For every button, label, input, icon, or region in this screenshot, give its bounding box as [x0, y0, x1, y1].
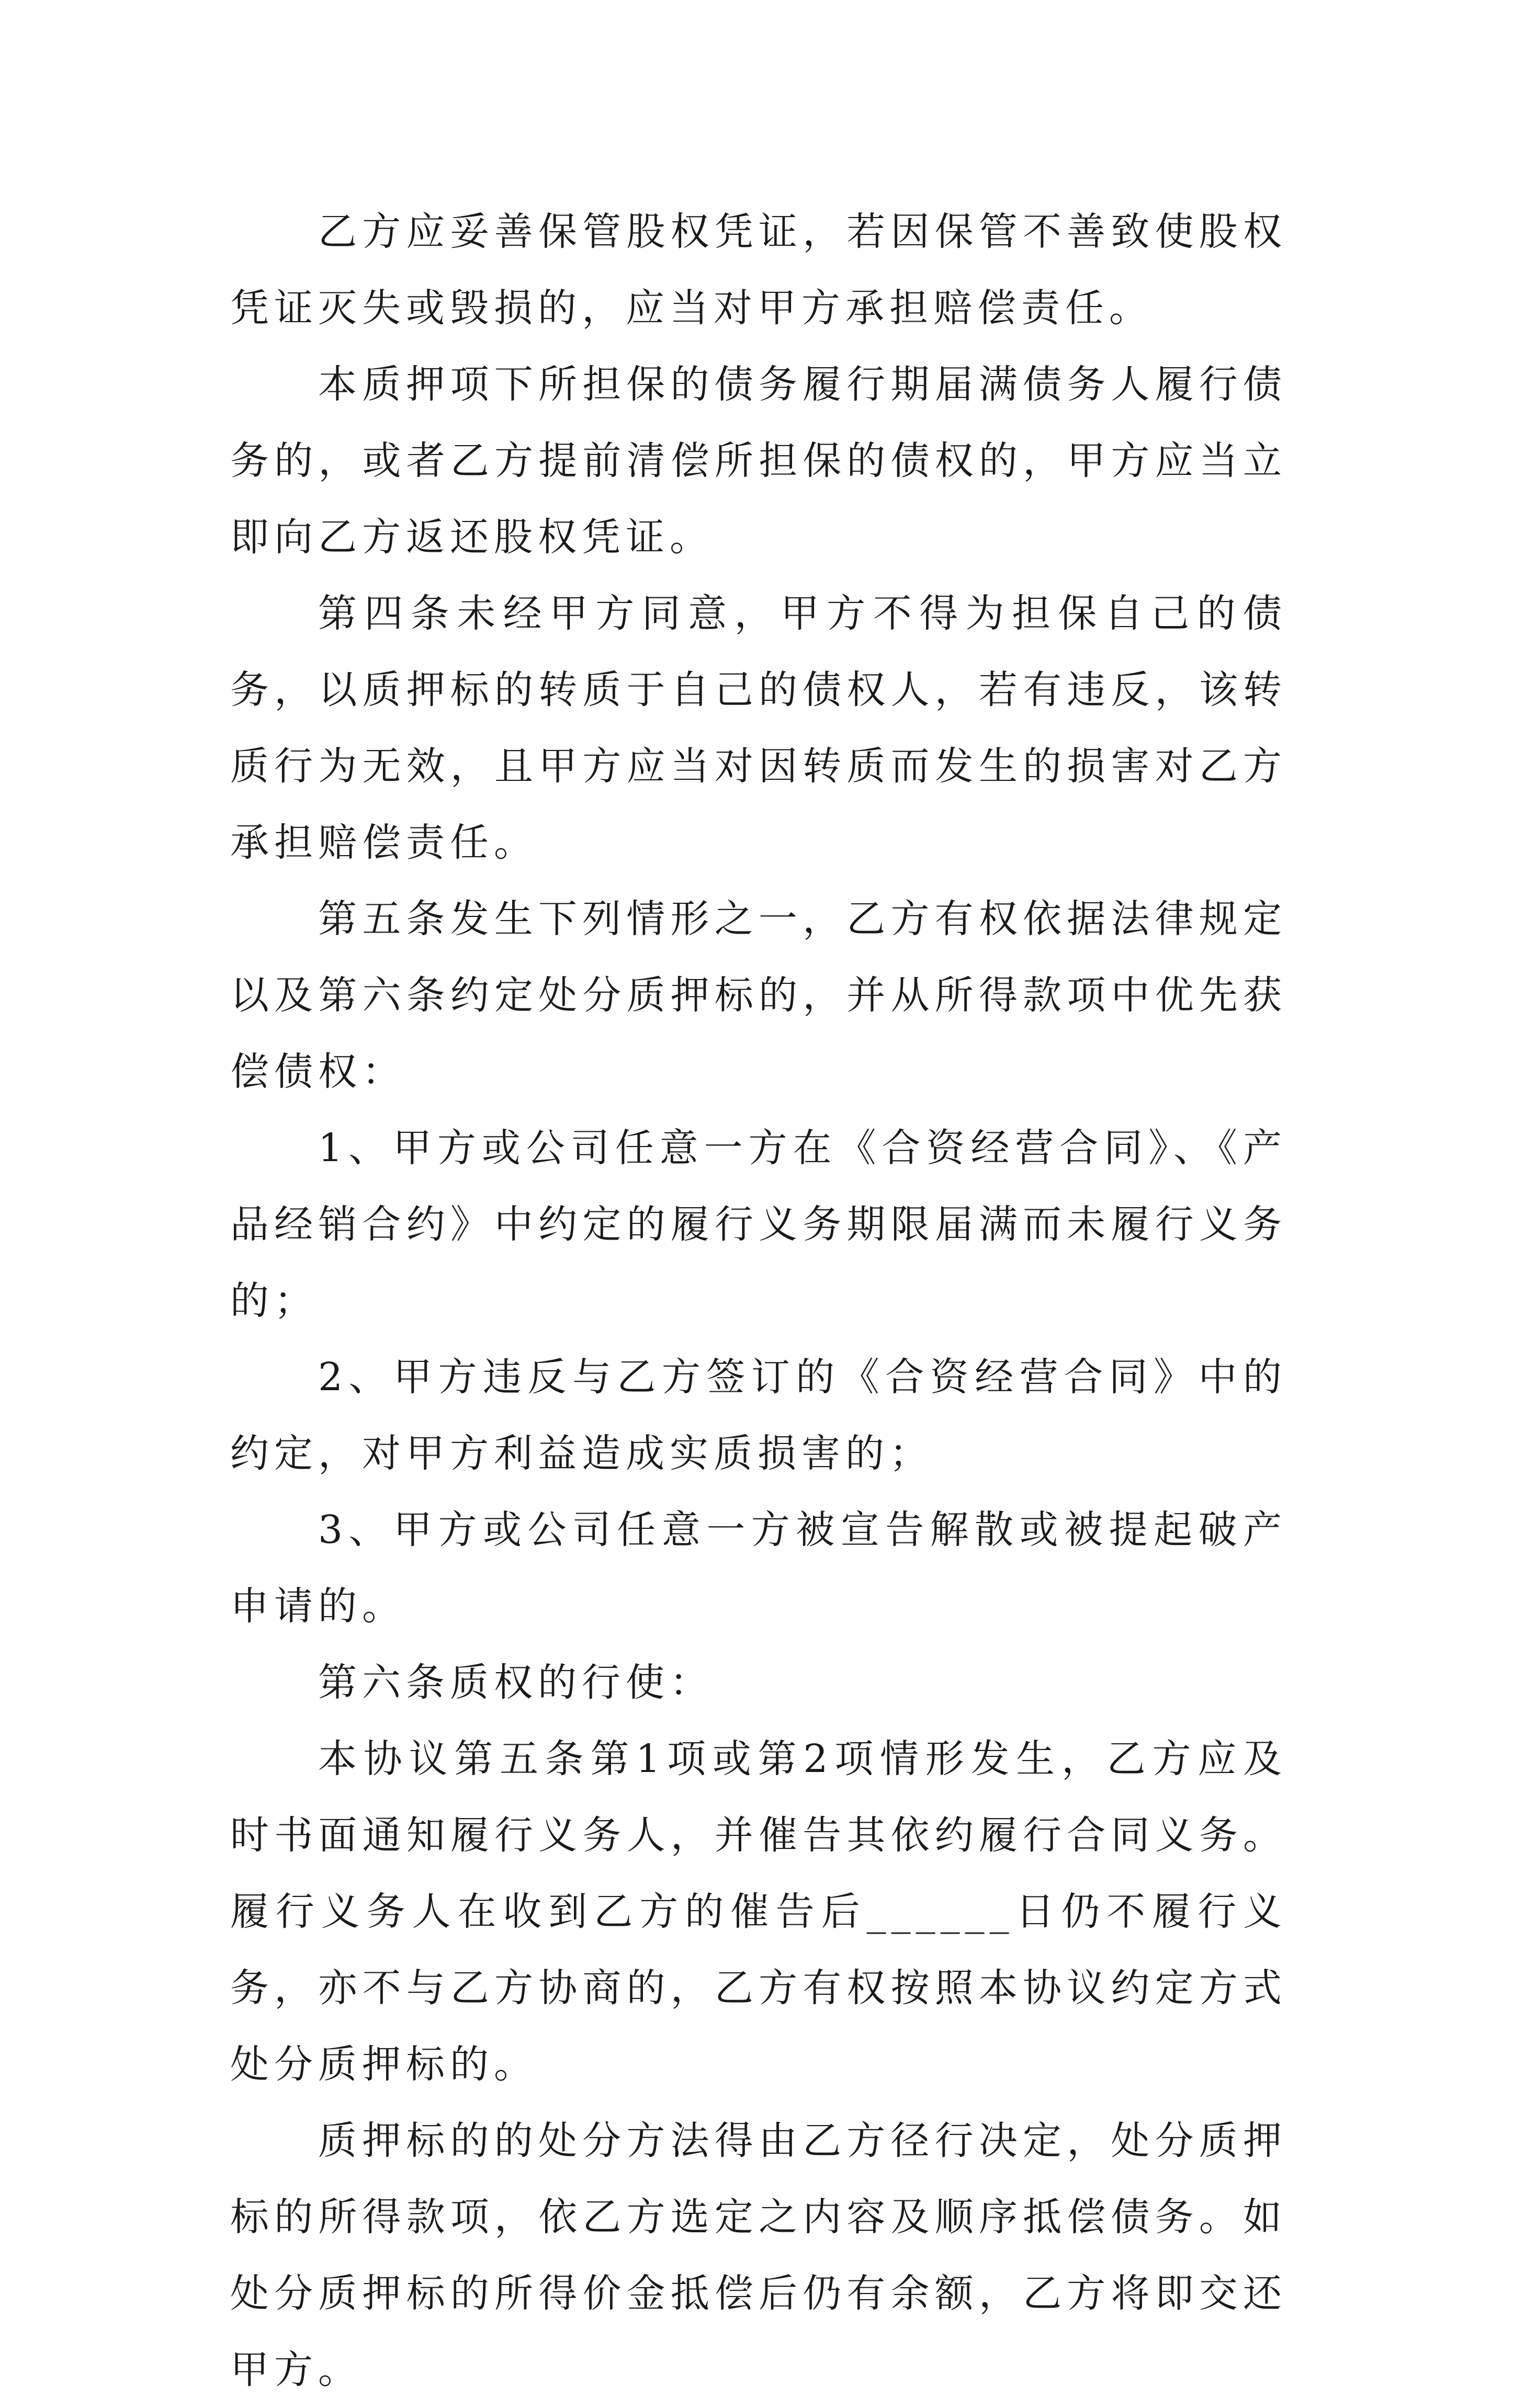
paragraph-9: 本协议第五条第1项或第2项情形发生，乙方应及时书面通知履行义务人，并催告其依约履行合同义务。履行义务人在收到乙方的催告后______日仍不履行义务，亦不与乙方协商的，乙方有权按照本协议约定方式处分质押标的。 — [230, 1736, 1287, 2087]
paragraph-3: 第四条未经甲方同意，甲方不得为担保自己的债务，以质押标的转质于自己的债权人，若有违反，该转质行为无效，且甲方应当对因转质而发生的损害对乙方承担赔偿责任。 — [230, 591, 1287, 865]
paragraph-5: 1、甲方或公司任意一方在《合资经营合同》、《产品经销合约》中约定的履行义务期限届满而未履行义务的； — [230, 1126, 1287, 1323]
paragraph-7: 3、甲方或公司任意一方被宣告解散或被提起破产申请的。 — [230, 1507, 1287, 1629]
paragraph-10: 质押标的的处分方法得由乙方径行决定，处分质押标的所得款项，依乙方选定之内容及顺序抵偿债务。如处分质押标的所得价金抵偿后仍有余额，乙方将即交还甲方。 — [230, 2118, 1287, 2392]
paragraph-8: 第六条质权的行使： — [318, 1660, 714, 1705]
paragraph-4: 第五条发生下列情形之一，乙方有权依据法律规定以及第六条约定处分质押标的，并从所得款项中优先获偿债权： — [230, 896, 1287, 1094]
paragraph-1: 乙方应妥善保管股权凭证，若因保管不善致使股权凭证灭失或毁损的，应当对甲方承担赔偿责任。 — [230, 209, 1287, 331]
paragraph-6: 2、甲方违反与乙方签订的《合资经营合同》中的约定，对甲方利益造成实质损害的； — [230, 1355, 1287, 1476]
document-body — [230, 194, 1287, 2408]
paragraph-2: 本质押项下所担保的债务履行期届满债务人履行债务的，或者乙方提前清偿所担保的债权的，甲方应当立即向乙方返还股权凭证。 — [230, 362, 1287, 560]
